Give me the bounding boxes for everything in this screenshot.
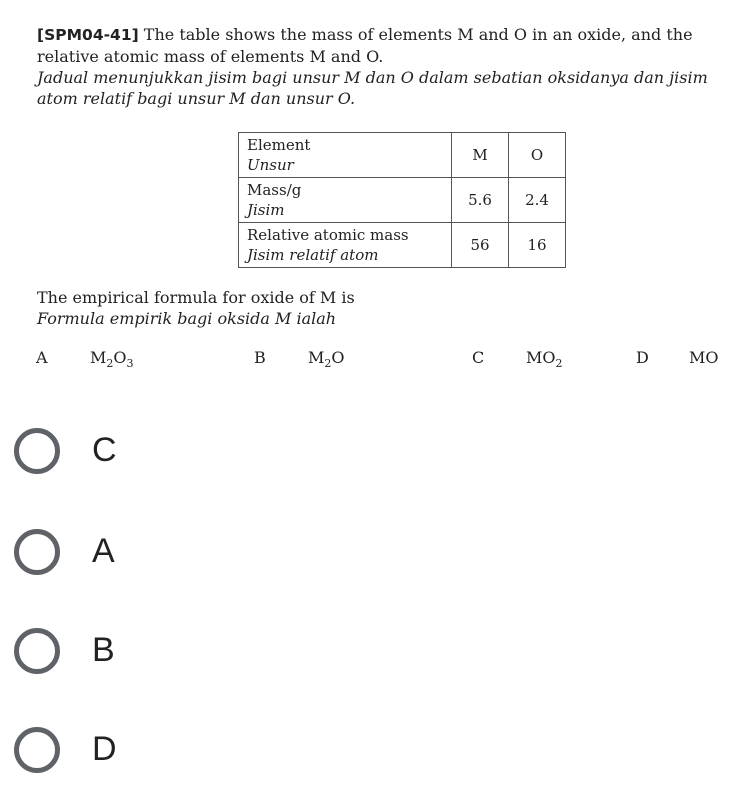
option-d-letter: D [636, 348, 649, 367]
radio-choice-a[interactable] [14, 529, 314, 577]
cell-o: 2.4 [509, 178, 566, 223]
question-text [37, 24, 749, 109]
radio-circle-icon[interactable] [14, 529, 60, 575]
radio-choice-c[interactable] [14, 428, 314, 476]
row-label-en: Mass/g [247, 181, 302, 199]
cell-m: 5.6 [452, 178, 509, 223]
option-c-letter: C [472, 348, 485, 367]
option-a-letter: A [36, 348, 48, 367]
option-d-formula: MO [689, 348, 719, 367]
stem-english: The empirical formula for oxide of M is [37, 288, 355, 307]
table-row [239, 133, 566, 178]
radio-circle-icon[interactable] [14, 727, 60, 773]
row-label-en: Relative atomic mass [247, 226, 409, 244]
question-stem [37, 287, 355, 329]
option-a-formula: $M_2O_3$ [90, 348, 134, 371]
question-tag: [SPM04-41] [37, 26, 139, 44]
cell-m: M [452, 133, 509, 178]
radio-label: B [92, 631, 115, 669]
option-c-formula: $MO_2$ [526, 348, 563, 371]
option-b-letter: B [254, 348, 266, 367]
row-label-ms: Jisim relatif atom [247, 246, 379, 264]
radio-label: D [92, 730, 117, 768]
table-row [239, 178, 566, 223]
row-label-ms: Unsur [247, 156, 294, 174]
row-label-ms: Jisim [247, 201, 285, 219]
radio-choice-d[interactable] [14, 727, 314, 775]
radio-choice-b[interactable] [14, 628, 314, 676]
question-english: The table shows the mass of elements M and O in an oxide, and the relative atomic mass of elements M and O. [37, 25, 693, 66]
table-row [239, 223, 566, 268]
question-malay: Jadual menunjukkan jisim bagi unsur M dan O dalam sebatian oksidanya dan jisim atom relatif bagi unsur M dan unsur O. [37, 68, 708, 108]
cell-m: 56 [452, 223, 509, 268]
row-label-en: Element [247, 136, 311, 154]
radio-circle-icon[interactable] [14, 428, 60, 474]
radio-circle-icon[interactable] [14, 628, 60, 674]
option-b-formula: $M_2O$ [308, 348, 345, 371]
cell-o: O [509, 133, 566, 178]
cell-o: 16 [509, 223, 566, 268]
data-table [238, 132, 566, 268]
stem-malay: Formula empirik bagi oksida M ialah [37, 309, 337, 328]
radio-label: A [92, 532, 115, 570]
radio-label: C [92, 431, 117, 469]
